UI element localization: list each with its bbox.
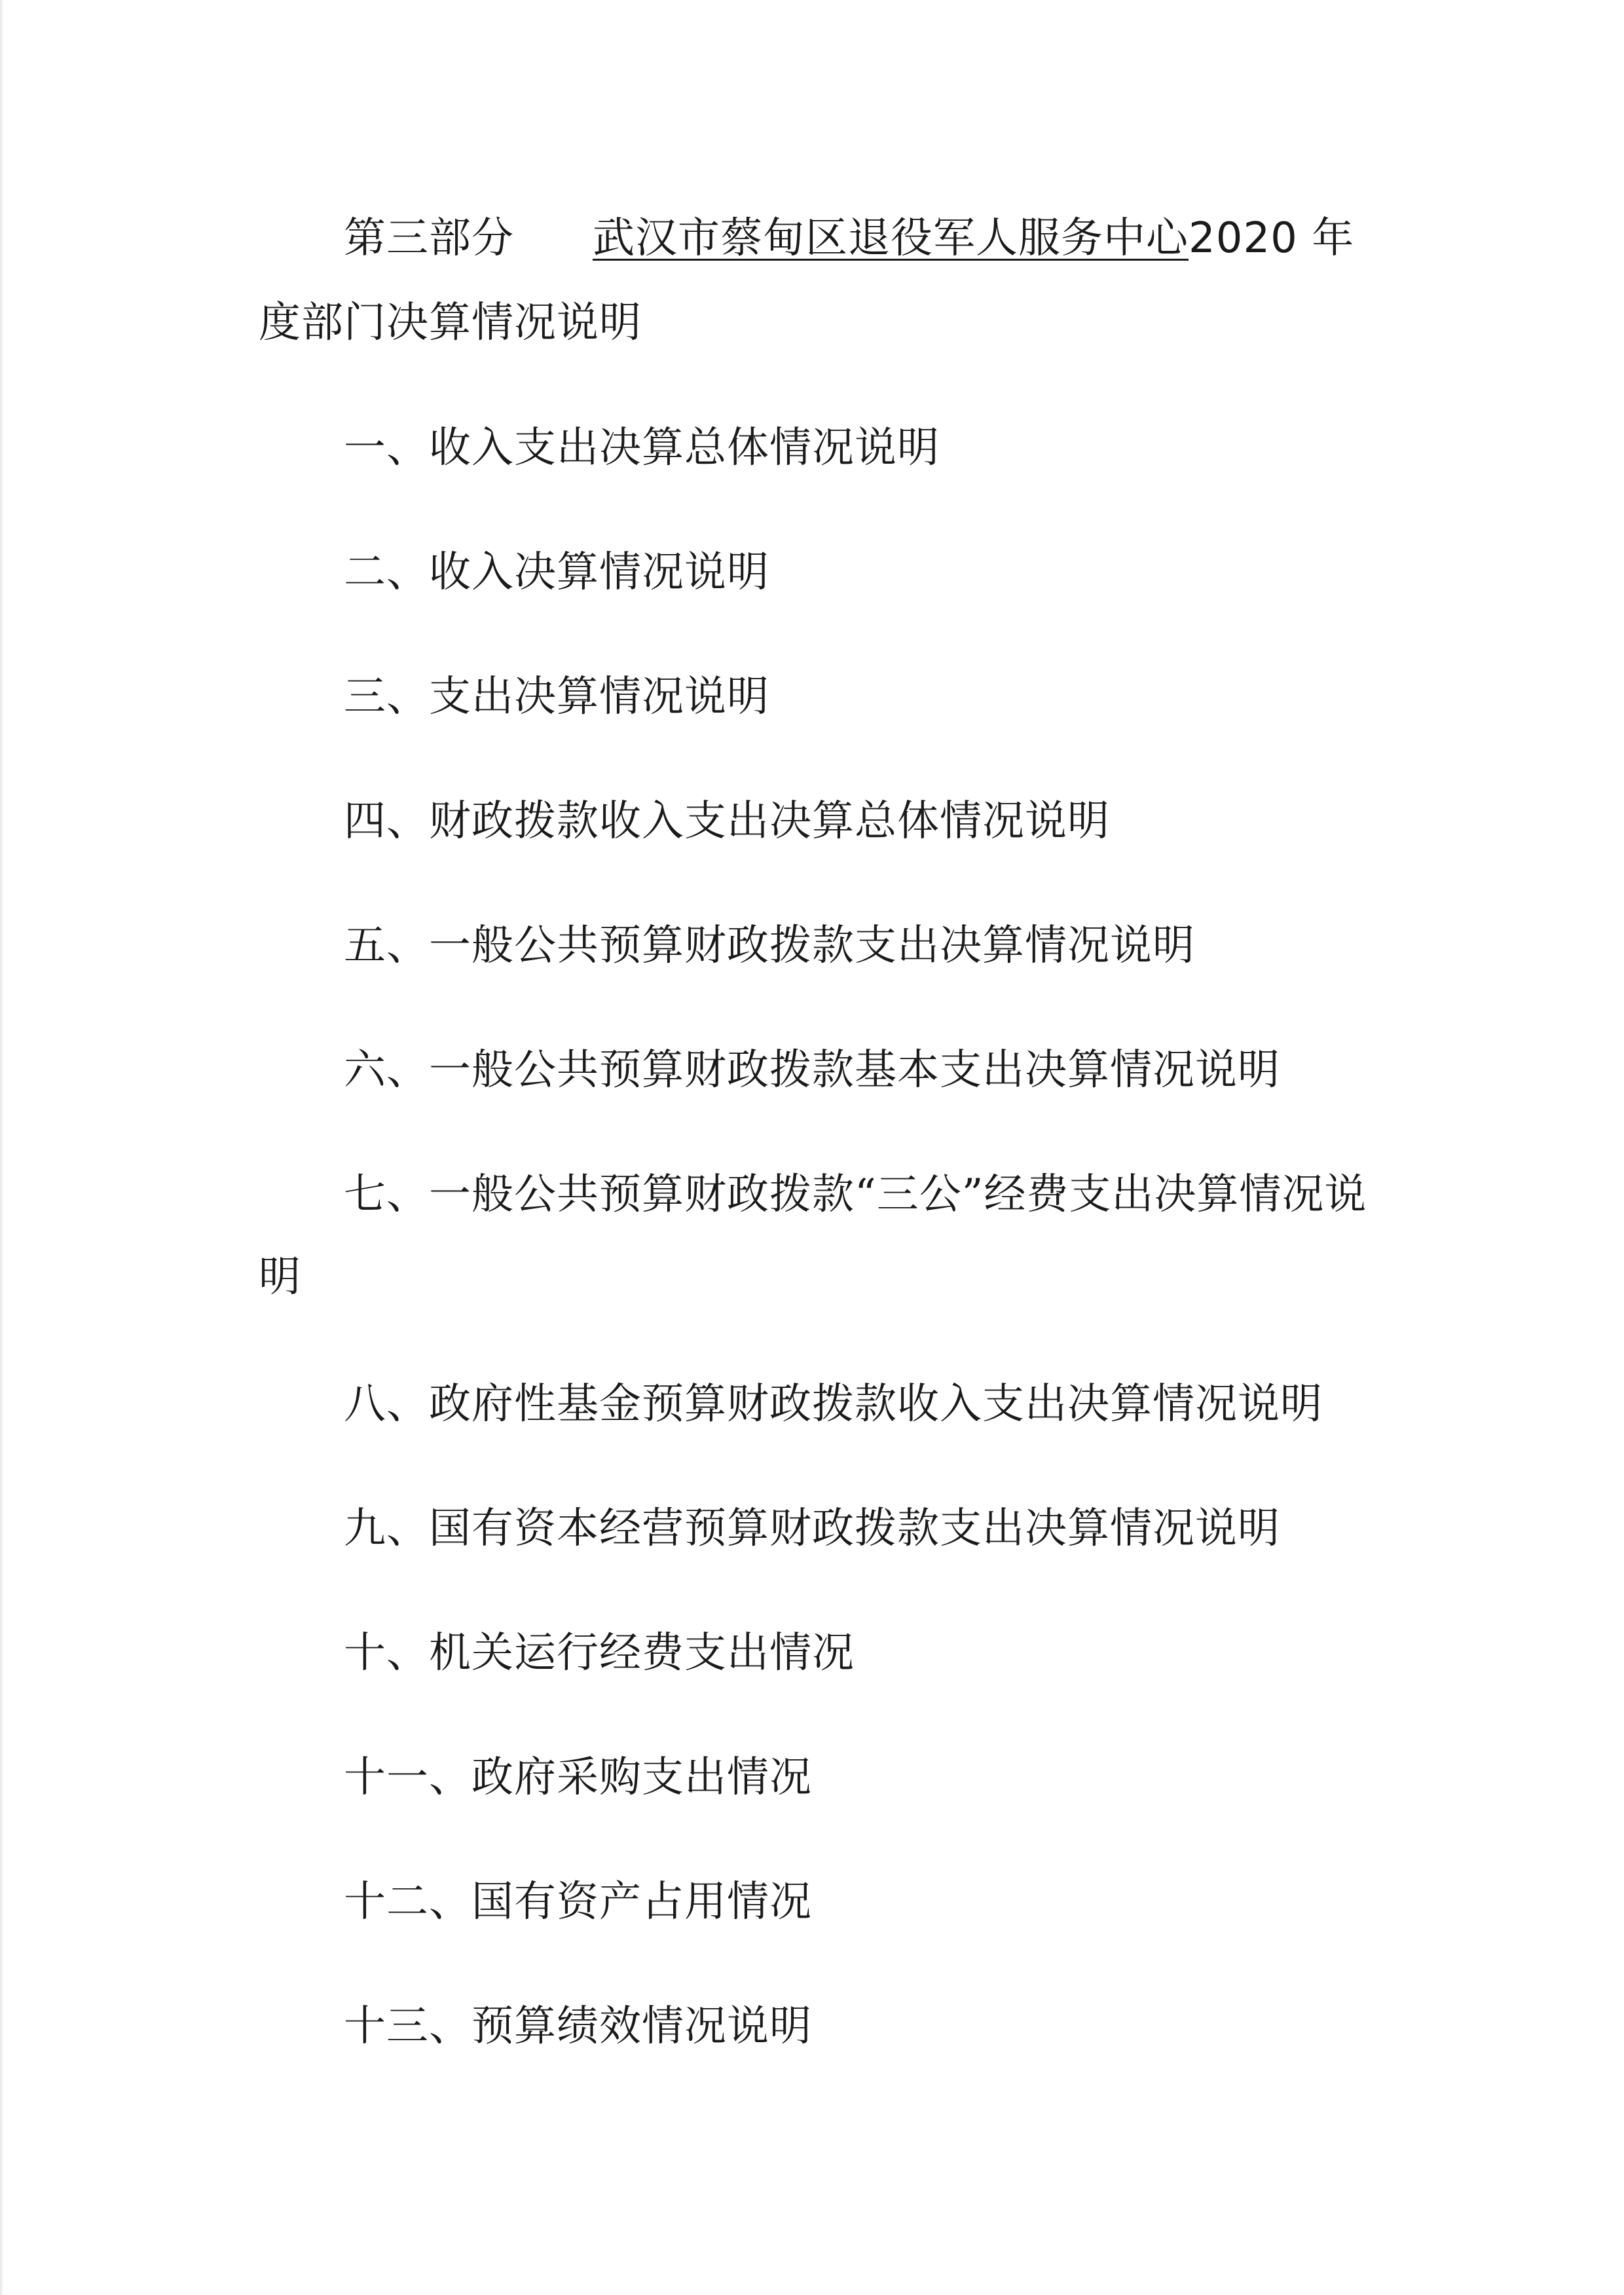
heading-part: 第三部分 [344,214,514,263]
toc-item-2: 二、收入决算情况说明 [344,548,769,597]
toc-item-3: 三、支出决算情况说明 [344,673,769,721]
toc-item-6: 六、一般公共预算财政拨款基本支出决算情况说明 [344,1046,1280,1094]
toc-item-1: 一、收入支出决算总体情况说明 [344,424,940,472]
toc-item-4: 四、财政拨款收入支出决算总体情况说明 [344,797,1110,846]
toc-item-11: 十一、政府采购支出情况 [344,1753,812,1802]
heading-line-2: 度部门决算情况说明 [259,299,642,347]
toc-item-13: 十三、预算绩效情况说明 [344,2002,812,2051]
toc-item-10: 十、机关运行经费支出情况 [344,1629,855,1677]
toc-item-8: 八、政府性基金预算财政拨款收入支出决算情况说明 [344,1380,1323,1428]
toc-item-7 [259,1163,1367,1301]
toc-item-7-text: 七、一般公共预算财政拨款“三公”经费支出决算情况说 [344,1170,1367,1219]
heading-year: 2020 年 [1189,214,1355,263]
toc-item-7-wrap: 明 [259,1253,301,1301]
toc-item-5: 五、一般公共预算财政拨款支出决算情况说明 [344,922,1195,970]
heading-organization: 武汉市蔡甸区退役军人服务中心 [593,214,1189,263]
toc-item-9: 九、国有资本经营预算财政拨款支出决算情况说明 [344,1504,1280,1553]
heading-line-1 [344,207,1354,270]
scan-edge [0,0,4,2295]
toc-item-12: 十二、国有资产占用情况 [344,1878,812,1926]
